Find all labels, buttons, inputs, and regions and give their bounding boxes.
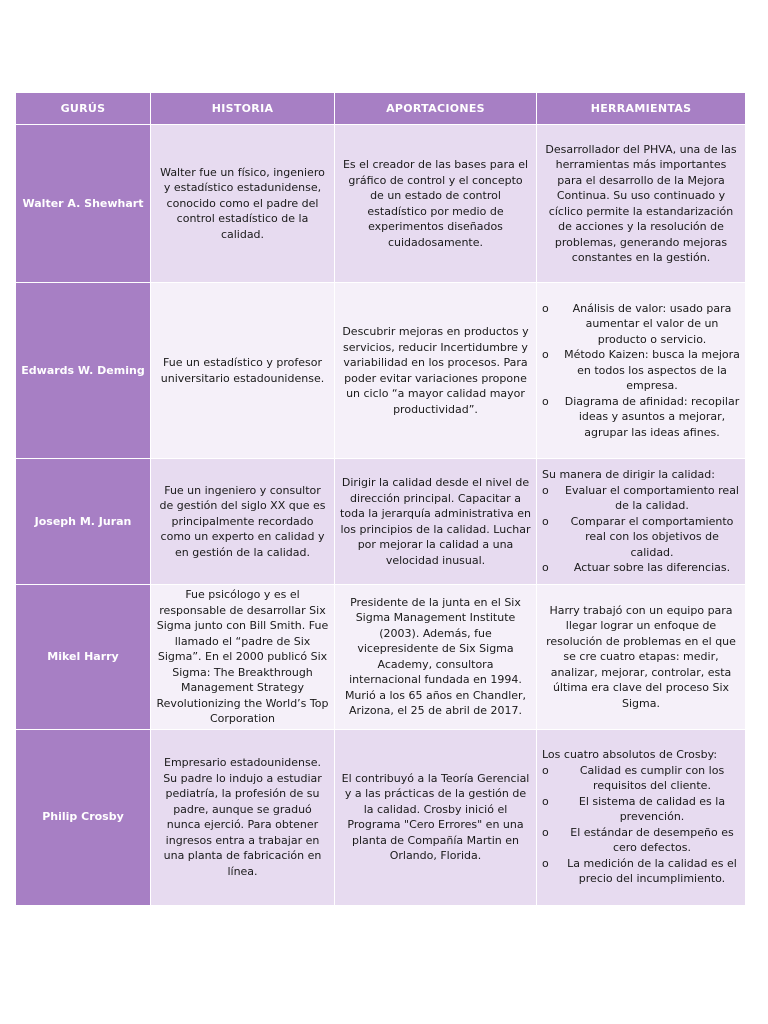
header-gurus: GURÚS [16,93,151,125]
guru-name: Edwards W. Deming [16,283,151,459]
table-row [16,585,746,730]
table-row [16,125,746,283]
aportaciones-cell: Descubrir mejoras en productos y servicios, reducir Incertidumbre y variabilidad en los procesos. Para poder evitar variaciones propone un ciclo “a mayor calidad mayor productividad”. [335,283,537,459]
list-item: o El sistema de calidad es la prevención. [542,794,740,825]
list-item: o Calidad es cumplir con los requisitos del cliente. [542,763,740,794]
list-item: o Actuar sobre las diferencias. [542,560,740,576]
table-row [16,459,746,585]
guru-name: Walter A. Shewhart [16,125,151,283]
herramientas-cell [537,283,746,459]
list-item: o Evaluar el comportamiento real de la calidad. [542,483,740,514]
header-row [16,93,746,125]
guru-name: Mikel Harry [16,585,151,730]
herramientas-cell [537,459,746,585]
herramientas-intro: Su manera de dirigir la calidad: [542,468,715,482]
herramientas-intro: Los cuatro absolutos de Crosby: [542,748,718,762]
header-herramientas: HERRAMIENTAS [537,93,746,125]
header-aportaciones: APORTACIONES [335,93,537,125]
historia-cell: Fue un estadístico y profesor universitario estadounidense. [151,283,335,459]
aportaciones-cell: Es el creador de las bases para el gráfico de control y el concepto de un estado de control estadístico por medio de experimentos diseñados cuidadosamente. [335,125,537,283]
herramientas-list [542,763,740,887]
list-item: o El estándar de desempeño es cero defectos. [542,825,740,856]
guru-name: Joseph M. Juran [16,459,151,585]
herramientas-cell: Desarrollador del PHVA, una de las herramientas más importantes para el desarrollo de la Mejora Continua. Su uso continuado y cíclico permite la estandarización de acciones y la resolución de problemas, generando mejoras constantes en la gestión. [537,125,746,283]
herramientas-cell [537,729,746,905]
herramientas-cell: Harry trabajó con un equipo para llegar lograr un enfoque de resolución de problemas en el que se cre cuatro etapas: medir, analizar, mejorar, controlar, esta última era clave del proceso Six Sigma. [537,585,746,730]
table-row [16,729,746,905]
guru-name: Philip Crosby [16,729,151,905]
list-item: o Análisis de valor: usado para aumentar el valor de un producto o servicio. [542,301,740,348]
aportaciones-cell: Presidente de la junta en el Six Sigma Management Institute (2003). Además, fue vicepresidente de Six Sigma Academy, consultora internacional fundada en 1994. Murió a los 65 años en Chandler, Arizona, el 25 de abril de 2017. [335,585,537,730]
header-historia: HISTORIA [151,93,335,125]
herramientas-list [542,483,740,576]
list-item: o La medición de la calidad es el precio del incumplimiento. [542,856,740,887]
gurus-table [15,92,746,906]
historia-cell: Walter fue un físico, ingeniero y estadístico estadunidense, conocido como el padre del control estadístico de la calidad. [151,125,335,283]
list-item: o Método Kaizen: busca la mejora en todos los aspectos de la empresa. [542,347,740,394]
table-row [16,283,746,459]
historia-cell: Fue psicólogo y es el responsable de desarrollar Six Sigma junto con Bill Smith. Fue llamado el “padre de Six Sigma”. En el 2000 publicó Six Sigma: The Breakthrough Management Strategy Revolutionizing the World’s Top Corporation [151,585,335,730]
aportaciones-cell: Dirigir la calidad desde el nivel de dirección principal. Capacitar a toda la jerarquía administrativa en los principios de la calidad. Luchar por mejorar la calidad a una velocidad inusual. [335,459,537,585]
list-item: o Diagrama de afinidad: recopilar ideas y asuntos a mejorar, agrupar las ideas afines. [542,394,740,441]
historia-cell: Fue un ingeniero y consultor de gestión del siglo XX que es principalmente recordado como un experto en calidad y en gestión de la calidad. [151,459,335,585]
list-item: o Comparar el comportamiento real con los objetivos de calidad. [542,514,740,561]
aportaciones-cell: El contribuyó a la Teoría Gerencial y a las prácticas de la gestión de la calidad. Crosby inició el Programa "Cero Errores" en una planta de Compañía Martin en Orlando, Florida. [335,729,537,905]
herramientas-list [542,301,740,441]
historia-cell: Empresario estadounidense. Su padre lo indujo a estudiar pediatría, la profesión de su padre, aunque se graduó nunca ejerció. Para obtener ingresos entra a trabajar en una planta de fabricación en línea. [151,729,335,905]
